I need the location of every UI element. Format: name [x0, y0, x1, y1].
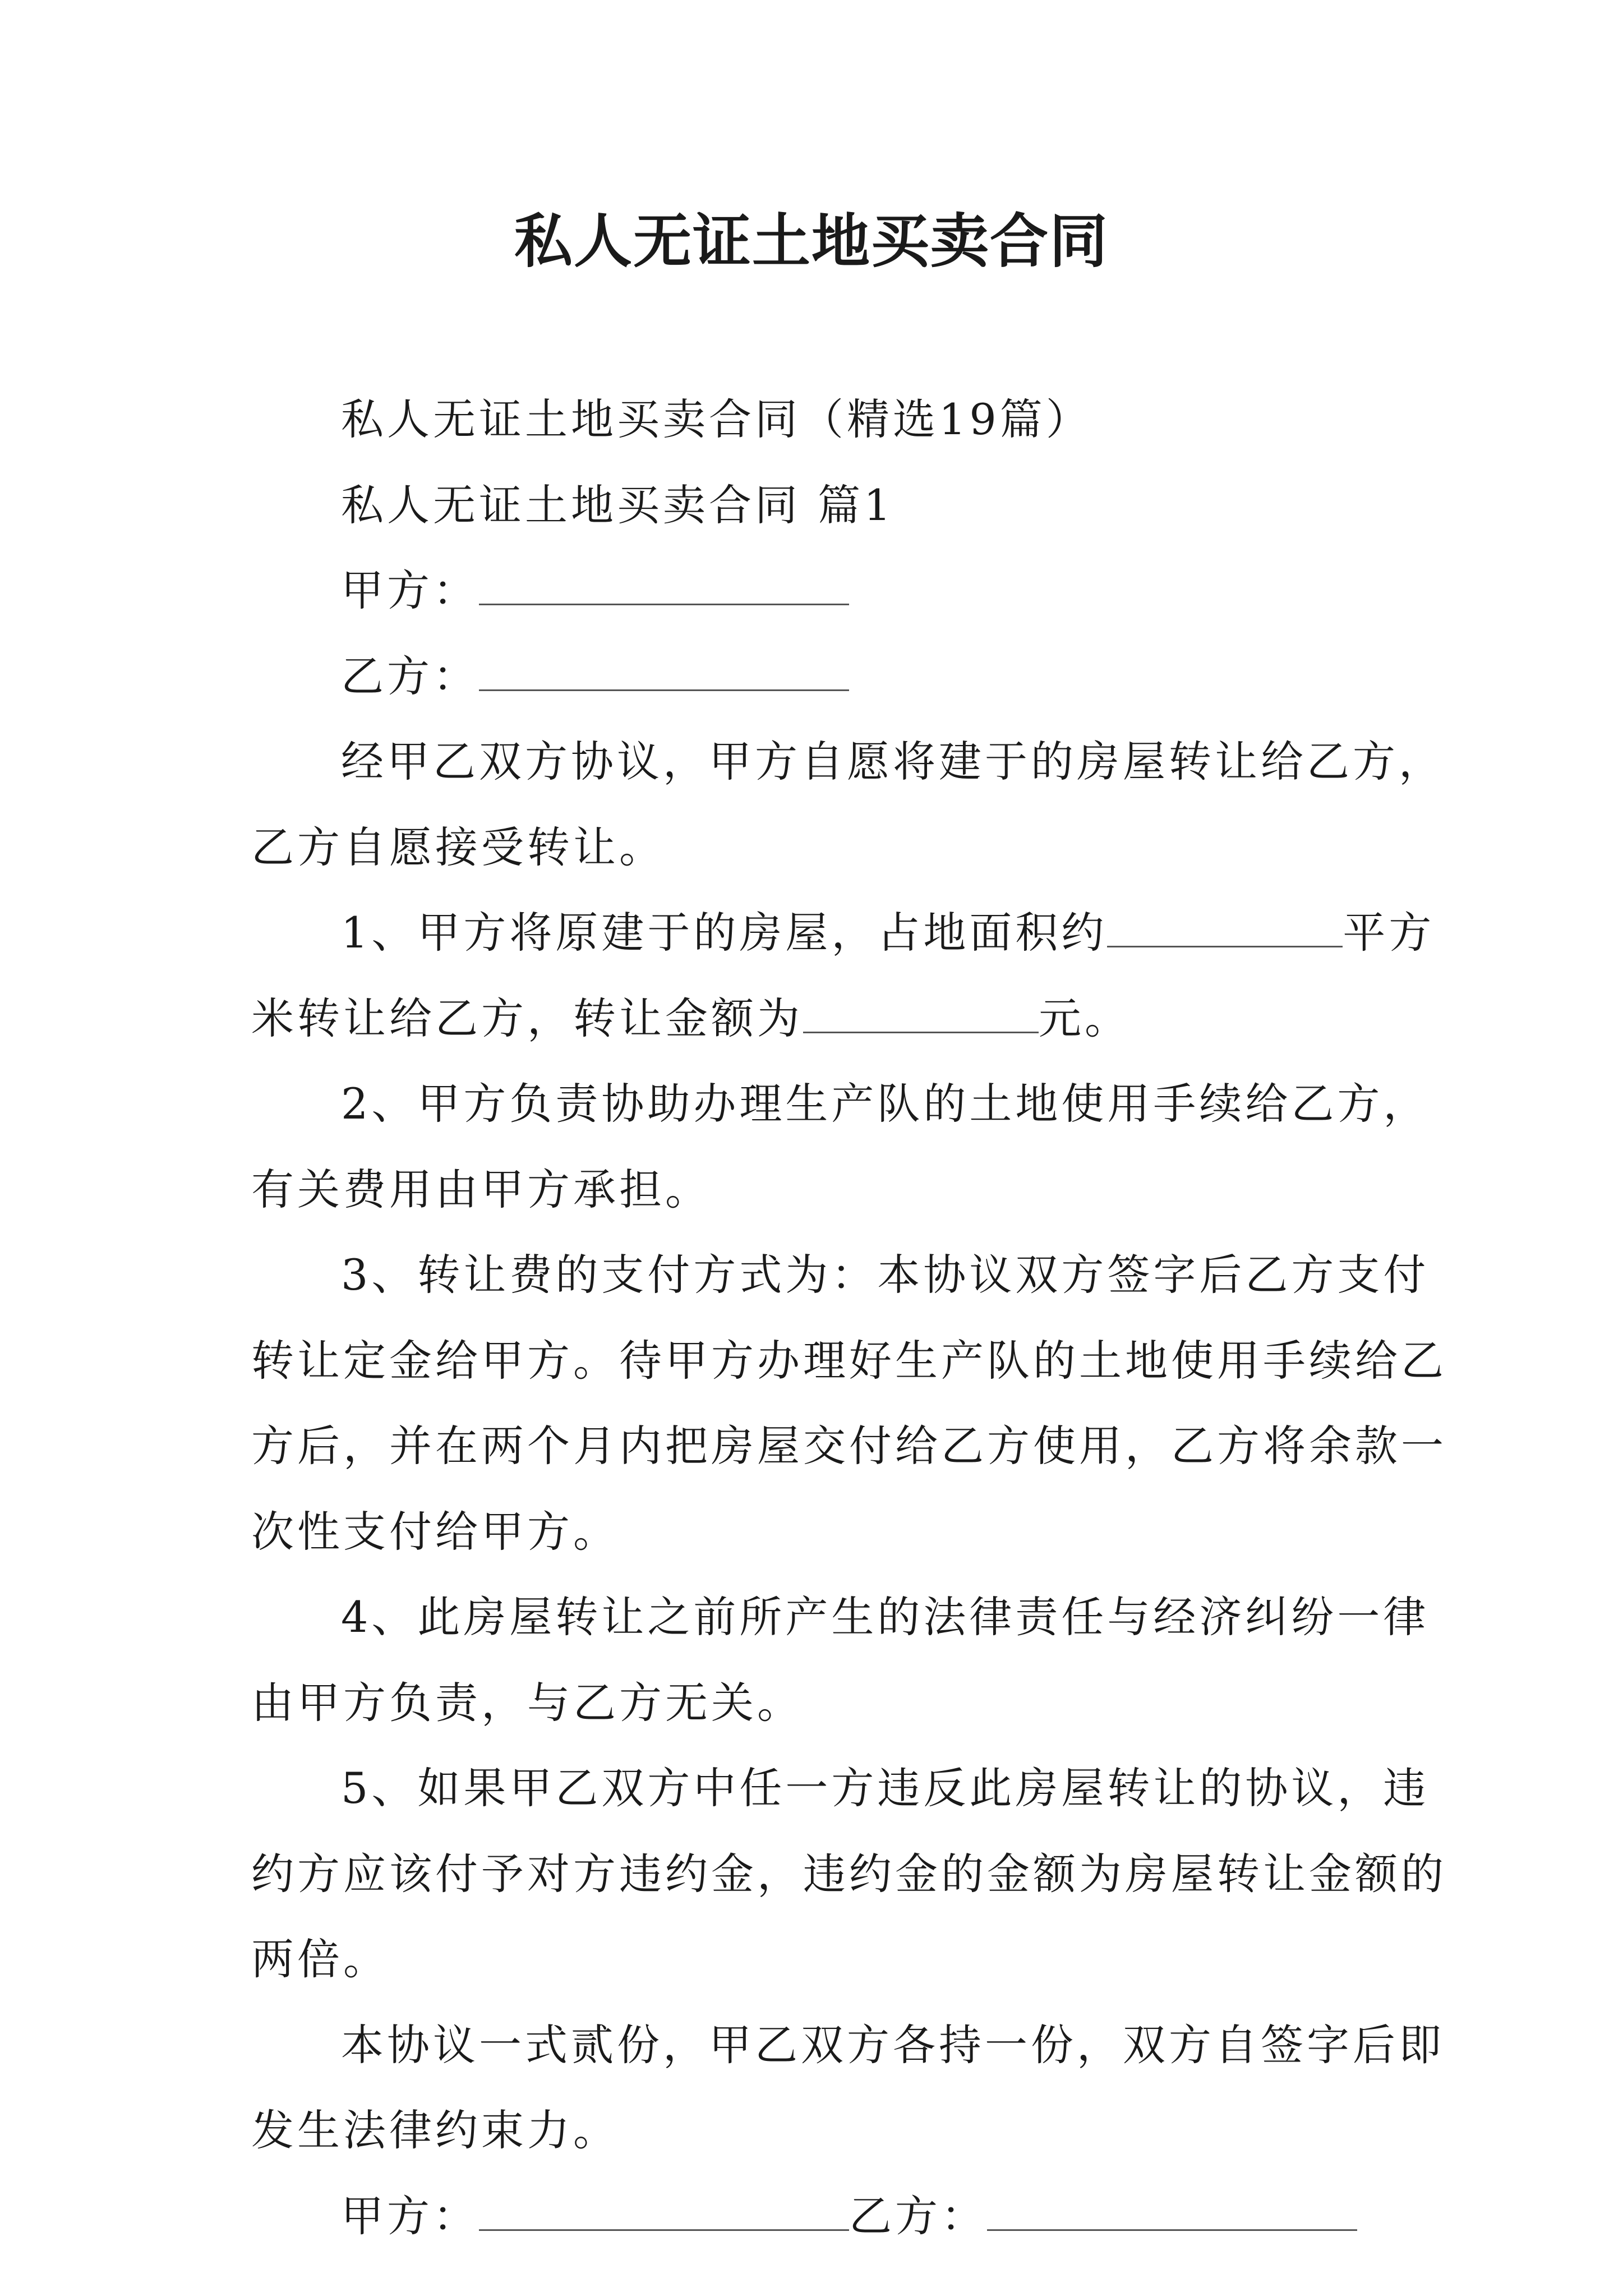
- area-blank: [1107, 913, 1343, 947]
- party-b-blank: [479, 657, 849, 691]
- party-b-label: 乙方：: [341, 651, 479, 701]
- intro-line: 经甲乙双方协议，甲方自愿将建于的房屋转让给乙方，: [341, 737, 1445, 786]
- closing-line: 本协议一式贰份，甲乙双方各持一份，双方自签字后即: [341, 2019, 1445, 2070]
- clause-2-line: 有关费用由甲方承担。: [251, 1164, 711, 1214]
- clause-3-line: 转让定金给甲方。待甲方办理好生产队的土地使用手续给乙: [251, 1335, 1447, 1386]
- signature-line: [251, 2174, 1390, 2260]
- amount-blank: [803, 999, 1039, 1033]
- party-a-label: 甲方：: [341, 565, 479, 615]
- clause-1-text: 元。: [1039, 993, 1131, 1043]
- closing-line: 发生法律约束力。: [251, 2105, 619, 2155]
- signature-party-a-blank: [479, 2197, 849, 2231]
- clause-1-text: 米转让给乙方，转让金额为: [251, 993, 803, 1043]
- clause-1-line: [251, 890, 1435, 976]
- clause-3-line: 3、转让费的支付方式为：本协议双方签字后乙方支付: [341, 1250, 1430, 1300]
- clause-3-line: 方后，并在两个月内把房屋交付给乙方使用，乙方将余款一: [251, 1421, 1447, 1471]
- clause-5-line: 5、如果甲乙双方中任一方违反此房屋转让的协议，违: [341, 1763, 1430, 1813]
- party-b-line: [251, 634, 1390, 720]
- signature-party-a-label: 甲方：: [341, 2191, 479, 2241]
- clause-1-text: 平方: [1343, 908, 1435, 958]
- party-a-blank: [479, 571, 849, 605]
- clause-2-line: 2、甲方负责协助办理生产队的土地使用手续给乙方，: [341, 1079, 1430, 1129]
- document-body: [251, 377, 1447, 2259]
- document-subtitle: 私人无证土地买卖合同（精选19篇）: [341, 394, 1092, 444]
- clause-1-line: [251, 976, 1390, 1062]
- signature-party-b-label: 乙方：: [849, 2191, 987, 2241]
- clause-4-line: 由甲方负责，与乙方无关。: [251, 1677, 803, 1728]
- clause-3-line: 次性支付给甲方。: [251, 1506, 619, 1557]
- clause-5-line: 两倍。: [251, 1934, 389, 1984]
- document-title: 私人无证土地买卖合同: [514, 206, 1109, 275]
- clause-1-text: 1、甲方将原建于的房屋，占地面积约: [341, 908, 1108, 958]
- section-heading: 私人无证土地买卖合同 篇1: [341, 480, 895, 530]
- intro-line: 乙方自愿接受转让。: [251, 822, 665, 872]
- clause-5-line: 约方应该付予对方违约金，违约金的金额为房屋转让金额的: [251, 1848, 1447, 1899]
- clause-4-line: 4、此房屋转让之前所产生的法律责任与经济纠纷一律: [341, 1592, 1430, 1642]
- signature-party-b-blank: [987, 2197, 1357, 2231]
- party-a-line: [251, 548, 1390, 634]
